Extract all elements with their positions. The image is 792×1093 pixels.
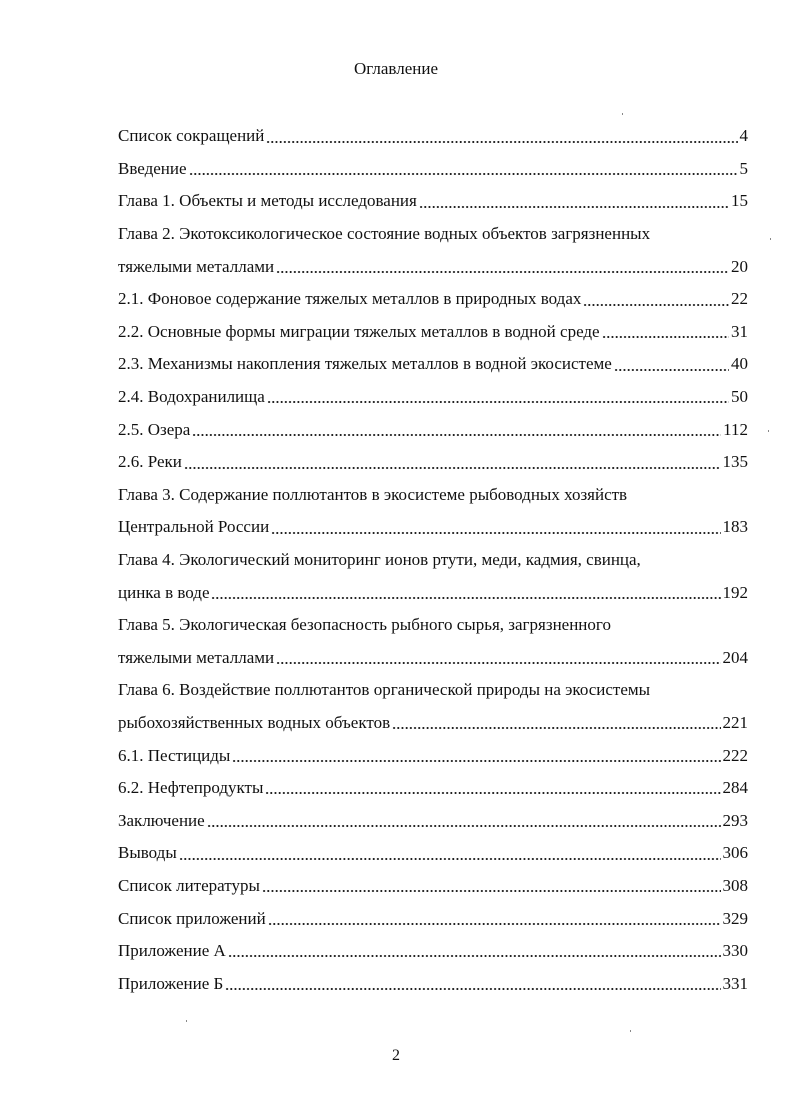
toc-entry-text: Глава 2. Экотоксикологическое состояние водных объектов загрязненных	[118, 223, 651, 243]
toc-entry-page: 308	[722, 875, 748, 895]
toc-entry-text: 6.2. Нефтепродукты	[118, 778, 264, 798]
toc-entry-findings	[118, 837, 748, 870]
toc-entry-text: цинка в воде	[118, 582, 210, 602]
toc-entry-section-2-6	[118, 446, 748, 479]
toc-entry-page: 329	[722, 908, 748, 928]
toc-entry-page: 192	[722, 582, 748, 602]
dot-leader	[268, 916, 721, 926]
toc-entry-chapter-2-heading	[118, 218, 748, 251]
dot-leader	[614, 362, 729, 372]
toc-entry-page: 50	[731, 387, 748, 407]
toc-entry-text: Глава 1. Объекты и методы исследования	[118, 191, 417, 211]
toc-entry-text: Приложение А	[118, 941, 226, 961]
toc-entry-page: 22	[731, 289, 748, 309]
dot-leader	[271, 525, 720, 535]
dot-leader	[602, 329, 729, 339]
toc-entry-text: Глава 4. Экологический мониторинг ионов ртути, меди, кадмия, свинца,	[118, 549, 641, 569]
toc-entry-section-2-1	[118, 283, 748, 316]
dot-leader	[262, 883, 721, 893]
dot-leader	[192, 427, 721, 437]
dot-leader	[184, 460, 721, 470]
toc-entry-text: 2.6. Реки	[118, 452, 182, 472]
toc-entry-text: Список приложений	[118, 908, 266, 928]
toc-entry-page: 293	[722, 810, 748, 830]
toc-entry-section-2-2	[118, 316, 748, 349]
dot-leader	[207, 818, 721, 828]
toc-entry-references	[118, 870, 748, 903]
toc-entry-abbreviations	[118, 120, 748, 153]
dot-leader	[211, 590, 720, 600]
toc-entry-chapter-2	[118, 250, 748, 283]
toc-entry-text: Центральной России	[118, 517, 270, 537]
page-title: Оглавление	[354, 59, 438, 78]
page-number: 2	[392, 1047, 400, 1064]
toc-entry-text: Введение	[118, 158, 187, 178]
dot-leader	[266, 134, 737, 144]
toc-entry-chapter-5-heading	[118, 609, 748, 642]
toc-entry-chapter-4	[118, 576, 748, 609]
toc-entry-section-2-5	[118, 413, 748, 446]
dot-leader	[228, 948, 721, 958]
toc-entry-section-2-4	[118, 381, 748, 414]
toc-entry-text: Глава 3. Содержание поллютантов в экосистеме рыбоводных хозяйств	[118, 484, 628, 504]
toc-entry-page: 40	[731, 354, 748, 374]
toc-entry-text: тяжелыми металлами	[118, 647, 275, 667]
toc-entry-text: 2.5. Озера	[118, 419, 191, 439]
toc-entry-section-6-2	[118, 772, 748, 805]
toc-entry-section-6-1	[118, 739, 748, 772]
toc-entry-page: 331	[722, 973, 748, 993]
toc-entry-page: 183	[722, 517, 748, 537]
dot-leader	[583, 297, 729, 307]
toc-entry-appendix-a	[118, 935, 748, 968]
toc-entry-chapter-5	[118, 642, 748, 675]
dot-leader	[267, 394, 729, 404]
toc-entry-chapter-6	[118, 707, 748, 740]
toc-entry-text: Приложение Б	[118, 973, 224, 993]
toc-entry-text: 2.1. Фоновое содержание тяжелых металлов в природных водах	[118, 289, 582, 309]
toc-entry-page: 15	[731, 191, 748, 211]
toc-entry-introduction	[118, 153, 748, 186]
toc-entry-appendices-list	[118, 902, 748, 935]
toc-entry-text: Заключение	[118, 810, 205, 830]
dot-leader	[276, 264, 729, 274]
toc-entry-page: 112	[723, 419, 748, 439]
dot-leader	[189, 166, 738, 176]
toc-entry-page: 284	[722, 778, 748, 798]
scan-speck	[630, 1030, 631, 1032]
toc-entry-text: Выводы	[118, 843, 177, 863]
dot-leader	[276, 655, 720, 665]
scan-speck	[186, 1020, 187, 1022]
toc-entry-section-2-3	[118, 348, 748, 381]
toc-entry-text: 2.3. Механизмы накопления тяжелых металлов в водной экосистеме	[118, 354, 612, 374]
dot-leader	[392, 720, 720, 730]
toc-entry-page: 221	[722, 712, 748, 732]
toc-entry-chapter-6-heading	[118, 674, 748, 707]
toc-entry-page: 135	[722, 452, 748, 472]
toc-entry-page: 222	[722, 745, 748, 765]
dot-leader	[225, 981, 720, 991]
toc-entry-text: 2.2. Основные формы миграции тяжелых металлов в водной среде	[118, 321, 600, 341]
table-of-contents	[118, 120, 748, 1000]
toc-entry-text: Список сокращений	[118, 126, 265, 146]
toc-entry-chapter-3-heading	[118, 479, 748, 512]
toc-entry-page: 330	[722, 941, 748, 961]
dot-leader	[419, 199, 729, 209]
toc-entry-appendix-b	[118, 967, 748, 1000]
toc-entry-conclusion	[118, 804, 748, 837]
toc-entry-text: 6.1. Пестициды	[118, 745, 231, 765]
toc-entry-page: 204	[722, 647, 748, 667]
toc-entry-text: 2.4. Водохранилища	[118, 387, 265, 407]
dot-leader	[265, 785, 720, 795]
dot-leader	[179, 851, 721, 861]
toc-entry-text: Список литературы	[118, 875, 260, 895]
scan-speck	[622, 113, 623, 115]
toc-entry-page: 5	[739, 158, 748, 178]
toc-entry-page: 31	[731, 321, 748, 341]
toc-entry-text: Глава 6. Воздействие поллютантов органической природы на экосистемы	[118, 680, 651, 700]
toc-entry-text: Глава 5. Экологическая безопасность рыбного сырья, загрязненного	[118, 614, 611, 634]
toc-entry-text: тяжелыми металлами	[118, 256, 275, 276]
toc-entry-chapter-3	[118, 511, 748, 544]
toc-entry-chapter-4-heading	[118, 544, 748, 577]
scan-speck	[768, 430, 769, 432]
dot-leader	[232, 753, 720, 763]
toc-entry-chapter-1	[118, 185, 748, 218]
toc-entry-page: 20	[731, 256, 748, 276]
scan-speck	[770, 238, 771, 240]
toc-entry-text: рыбохозяйственных водных объектов	[118, 712, 391, 732]
toc-entry-page: 306	[722, 843, 748, 863]
toc-entry-page: 4	[739, 126, 748, 146]
